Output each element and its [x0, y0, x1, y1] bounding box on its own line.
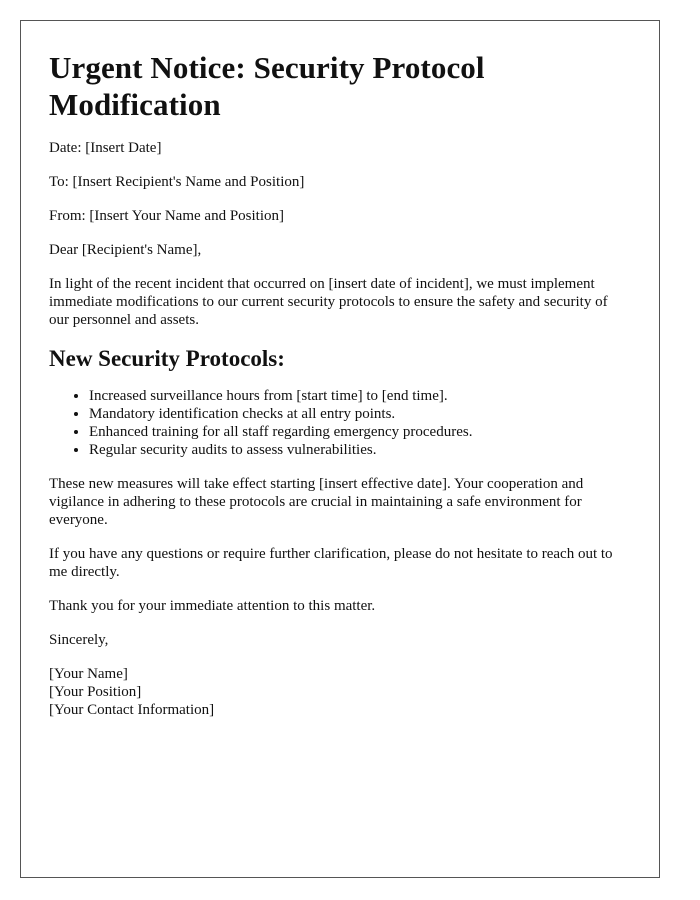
signature-name: [Your Name] [49, 666, 128, 682]
to-line: To: [Insert Recipient's Name and Position] [49, 174, 305, 190]
signature-block [49, 665, 631, 719]
protocol-item: • Mandatory identification checks at all entry points. [89, 405, 631, 423]
protocol-item: • Increased surveillance hours from [start time] to [end time]. [89, 387, 631, 405]
effective-paragraph: These new measures will take effect starting [insert effective date]. Your cooperation and vigilance in adhering to these protocols are crucial in maintaining a safe environment for everyone. [49, 476, 584, 528]
signature-position: [Your Position] [49, 684, 142, 700]
closing: Sincerely, [49, 632, 109, 648]
thanks-paragraph: Thank you for your immediate attention to this matter. [49, 598, 376, 614]
salutation: Dear [Recipient's Name], [49, 242, 202, 258]
signature-contact: [Your Contact Information] [49, 702, 215, 718]
date-line: Date: [Insert Date] [49, 140, 162, 156]
protocol-item: • Enhanced training for all staff regarding emergency procedures. [89, 423, 631, 441]
letter-title: Urgent Notice: Security Protocol Modification [49, 50, 485, 122]
protocol-list [49, 387, 631, 459]
intro-paragraph: In light of the recent incident that occurred on [insert date of incident], we must implement immediate modifications to our current security protocols to ensure the safety and security of our personnel and assets. [49, 276, 608, 328]
protocol-item: • Regular security audits to assess vulnerabilities. [89, 441, 631, 459]
section-heading: New Security Protocols: [49, 346, 285, 371]
from-line: From: [Insert Your Name and Position] [49, 208, 284, 224]
letter-page [20, 20, 660, 878]
questions-paragraph: If you have any questions or require further clarification, please do not hesitate to reach out to me directly. [49, 546, 613, 580]
